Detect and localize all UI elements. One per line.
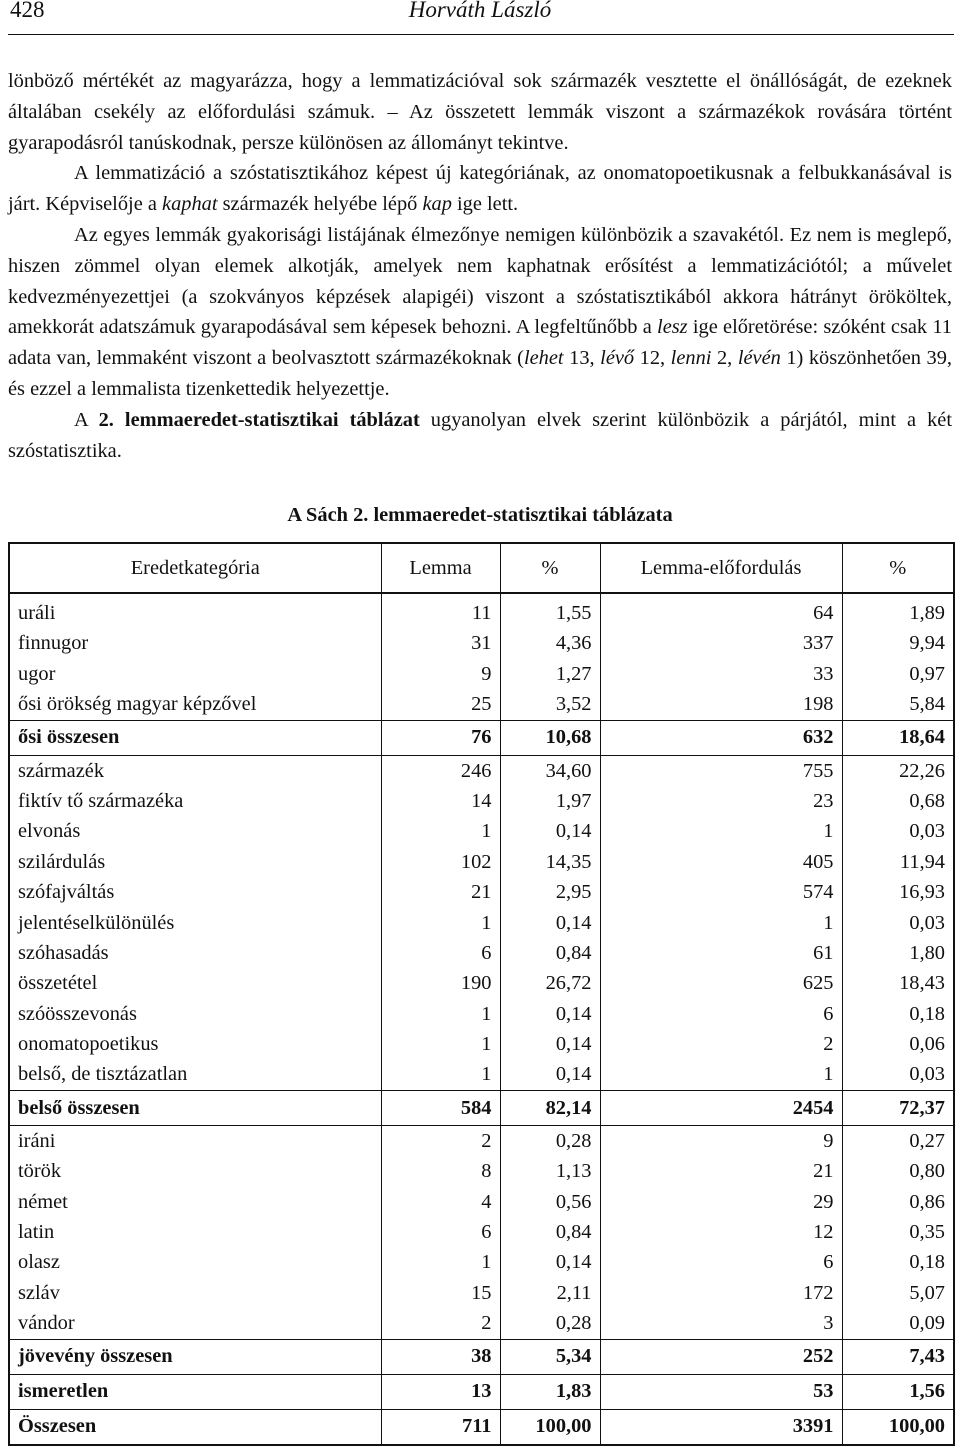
table-cell: 82,14 (500, 1090, 600, 1125)
table-cell: 4,36 (500, 628, 600, 658)
table-cell: 18,43 (842, 968, 954, 998)
paragraph-3 (8, 220, 952, 405)
table-cell: 0,86 (842, 1187, 954, 1217)
table-cell: 1,89 (842, 593, 954, 628)
table-cell: 13 (381, 1374, 500, 1409)
paragraph-4 (8, 405, 952, 467)
table-cell: 64 (600, 593, 842, 628)
table-cell: 34,60 (500, 755, 600, 786)
table-cell: 6 (600, 1247, 842, 1277)
table-cell: jövevény összesen (9, 1339, 381, 1374)
table-cell: 1 (600, 908, 842, 938)
table-cell: 0,35 (842, 1217, 954, 1247)
table-cell: 0,06 (842, 1029, 954, 1059)
table-row (9, 1187, 954, 1217)
table-cell: 0,14 (500, 1029, 600, 1059)
paragraph-3-italic-1: lesz (657, 316, 688, 339)
paragraph-2-text-c: ige lett. (451, 193, 519, 216)
table-cell: ősi örökség magyar képzővel (18, 693, 257, 716)
paragraph-2-text: A lemmatizáció a szóstatisztikához képest új kategóriának, az onomatopoetikusnak a felbukkanásával is járt. Képviselője a (8, 162, 952, 216)
table-cell: 38 (381, 1339, 500, 1374)
table-cell: 1 (381, 999, 500, 1029)
paragraph-2-italic-1: kaphat (162, 193, 218, 216)
table-cell: 711 (381, 1409, 500, 1445)
table-cell: szóösszevonás (18, 1002, 137, 1025)
table-cell: fiktív tő származéka (18, 789, 184, 812)
table-cell: német (18, 1190, 68, 1213)
table-cell: 1 (381, 1247, 500, 1277)
paragraph-4-text: A (74, 408, 99, 431)
table-cell: 5,84 (842, 689, 954, 720)
table-cell: 0,14 (500, 908, 600, 938)
header-cell: Eredetkategória (9, 543, 381, 593)
table-cell: 1 (381, 908, 500, 938)
table-cell: 11 (381, 593, 500, 628)
header-cell: Lemma (381, 543, 500, 593)
paragraph-2-italic-2: kap (422, 193, 452, 216)
table-cell: latin (18, 1221, 55, 1244)
table-cell: török (18, 1160, 62, 1183)
table-cell: 198 (600, 689, 842, 720)
table-cell: 1,13 (500, 1156, 600, 1186)
paragraph-3-text-d: 12, (634, 347, 671, 370)
table-cell: 2 (381, 1308, 500, 1339)
paragraph-3-text: Az egyes lemmák gyakorisági listájának élmezőnye nemigen különbözik a szavakétól. Ez nem is meglepő, hiszen zömmel olyan elemek alkotják, amelyek nem kaphatnak erősítést a lemmatizációtól; a művelet kedvezményezettjei (a szokványos képzések alapigéi) viszont a szóstatisztikából akkora hátrányt örököltek, amekkorát adatszámuk gyarapodásával sem képesek behozni. A legfeltűnőbb a (8, 223, 952, 339)
table-cell: szilárdulás (18, 850, 106, 873)
table-cell: 9 (600, 1125, 842, 1156)
table-cell: 405 (600, 847, 842, 877)
table-cell: 53 (600, 1374, 842, 1409)
table-cell: 0,84 (500, 1217, 600, 1247)
paragraph-3-italic-5: lévén (737, 347, 781, 370)
data-table (8, 542, 955, 1446)
table-cell: 1,83 (500, 1374, 600, 1409)
table-cell: 6 (381, 1217, 500, 1247)
table-row (9, 1059, 954, 1090)
table-cell: 2 (381, 1125, 500, 1156)
table-cell: 246 (381, 755, 500, 786)
table-cell: 1,56 (842, 1374, 954, 1409)
table-cell: elvonás (18, 820, 81, 843)
table-cell: 0,14 (500, 999, 600, 1029)
table-cell: 172 (600, 1278, 842, 1308)
table-cell: 33 (600, 659, 842, 689)
paragraph-3-text-c: 13, (563, 347, 601, 370)
table-cell: ismeretlen (9, 1374, 381, 1409)
table-cell: 0,28 (500, 1125, 600, 1156)
table-cell: 3391 (600, 1409, 842, 1445)
table-cell: 1,27 (500, 659, 600, 689)
table-cell: 5,34 (500, 1339, 600, 1374)
header-cell: % (500, 543, 600, 593)
paragraph-3-italic-4: lenni (670, 347, 712, 370)
paragraph-4-bold: 2. lemmaeredet-statisztikai táblázat (98, 408, 420, 431)
table-cell: 0,28 (500, 1308, 600, 1339)
table-cell: szláv (18, 1281, 60, 1304)
table-cell: Összesen (9, 1409, 381, 1445)
table-cell: 2 (600, 1029, 842, 1059)
table-cell: belső összesen (9, 1090, 381, 1125)
table-row (9, 786, 954, 816)
table-cell: 0,03 (842, 1059, 954, 1090)
table-cell: 8 (381, 1156, 500, 1186)
table-cell: 0,56 (500, 1187, 600, 1217)
table-row (9, 938, 954, 968)
table-cell: 72,37 (842, 1090, 954, 1125)
table-cell: 5,07 (842, 1278, 954, 1308)
table-row (9, 659, 954, 689)
table-cell: 12 (600, 1217, 842, 1247)
table-cell: 1 (381, 1059, 500, 1090)
table-cell: 6 (600, 999, 842, 1029)
table-row (9, 1217, 954, 1247)
table-cell: 29 (600, 1187, 842, 1217)
table-cell: 1 (381, 816, 500, 846)
table-cell: 4 (381, 1187, 500, 1217)
paragraph-1: lönböző mértékét az magyarázza, hogy a lemmatizációval sok származék vesztette el önállóságát, de ezeknek általában csekély az előfordulási számuk. – Az összetett lemmák viszont a származékok rovására történt gyarapodásról tanúskodnak, persze különösen az állományt tekintve. (8, 70, 952, 154)
table-cell: 2,11 (500, 1278, 600, 1308)
table-cell: 61 (600, 938, 842, 968)
table-cell: 14,35 (500, 847, 600, 877)
table-cell: 10,68 (500, 720, 600, 755)
table-header-row (9, 543, 954, 593)
table-cell: 0,03 (842, 816, 954, 846)
table-cell: 6 (381, 938, 500, 968)
table-body (9, 593, 954, 1445)
table-cell: 100,00 (500, 1409, 600, 1445)
table-cell: 0,27 (842, 1125, 954, 1156)
paragraph-3-italic-2: lehet (523, 347, 564, 370)
table-cell: onomatopoetikus (18, 1033, 159, 1056)
paragraph-3-text-e: 2, (711, 347, 738, 370)
table-row (9, 755, 954, 786)
table-row (9, 1125, 954, 1156)
table-cell: 7,43 (842, 1339, 954, 1374)
running-head: Horváth László (408, 0, 552, 22)
table-cell: 584 (381, 1090, 500, 1125)
table-cell: uráli (18, 601, 56, 624)
paragraph-3-text-b: ige előretörése: szóként csak 11 adata van, lemmaként viszont a beolvasztott származékoknak ( (8, 316, 952, 370)
table-cell: 0,80 (842, 1156, 954, 1186)
table-cell: 3,52 (500, 689, 600, 720)
paragraph-3-italic-3: lévő (600, 347, 635, 370)
table-cell: 574 (600, 877, 842, 907)
table-row (9, 908, 954, 938)
table-cell: 632 (600, 720, 842, 755)
table-cell: iráni (18, 1129, 56, 1152)
table-cell: 16,93 (842, 877, 954, 907)
paragraph-3-text-f: 1) köszönhetően 39, és ezzel a lemmalista tizenkettedik helyezettje. (8, 347, 952, 400)
table-cell: olasz (18, 1251, 60, 1274)
paragraph-4-text-b: ugyanolyan elvek szerint különbözik a párjától, mint a két szóstatisztika. (8, 408, 952, 462)
table-row (9, 628, 954, 658)
table-cell: 11,94 (842, 847, 954, 877)
table-row (9, 999, 954, 1029)
table-cell: 23 (600, 786, 842, 816)
table-cell: 0,18 (842, 999, 954, 1029)
table-title: A Sách 2. lemmaeredet-statisztikai táblázata (287, 504, 673, 526)
table-cell: 0,03 (842, 908, 954, 938)
table-cell: származék (18, 759, 105, 782)
table-row (9, 847, 954, 877)
table-row (9, 877, 954, 907)
table-row (9, 1409, 954, 1445)
table-cell: 1,80 (842, 938, 954, 968)
header-cell: % (842, 543, 954, 593)
table-cell: 337 (600, 628, 842, 658)
table-row (9, 1278, 954, 1308)
page-number: 428 (10, 0, 45, 22)
table-row (9, 968, 954, 998)
page-header (8, 0, 952, 32)
table-row (9, 1156, 954, 1186)
table-cell: 1 (600, 816, 842, 846)
table-cell: 0,84 (500, 938, 600, 968)
table-cell: 755 (600, 755, 842, 786)
header-cell: Lemma-előfordulás (600, 543, 842, 593)
table-cell: 1,97 (500, 786, 600, 816)
table-row (9, 1029, 954, 1059)
table-cell: 0,14 (500, 1059, 600, 1090)
table-row (9, 1374, 954, 1409)
table-row (9, 593, 954, 628)
table-cell: 18,64 (842, 720, 954, 755)
table-row (9, 816, 954, 846)
table-row (9, 1308, 954, 1339)
paragraph-2-text-b: származék helyébe lépő (217, 193, 423, 216)
table-cell: 21 (381, 877, 500, 907)
table-cell: vándor (18, 1312, 75, 1335)
table-cell: 14 (381, 786, 500, 816)
table-cell: ősi összesen (9, 720, 381, 755)
table-cell: 625 (600, 968, 842, 998)
table-cell: 15 (381, 1278, 500, 1308)
table-cell: 1 (381, 1029, 500, 1059)
table-cell: 2,95 (500, 877, 600, 907)
table-cell: szófajváltás (18, 881, 115, 904)
table-cell: 9,94 (842, 628, 954, 658)
table-cell: belső, de tisztázatlan (18, 1063, 188, 1086)
table-cell: 22,26 (842, 755, 954, 786)
table-cell: 0,09 (842, 1308, 954, 1339)
table-cell: 31 (381, 628, 500, 658)
table-cell: ugor (18, 662, 56, 685)
table-cell: 0,14 (500, 816, 600, 846)
table-cell: 26,72 (500, 968, 600, 998)
table-row (9, 1247, 954, 1277)
table-cell: 0,18 (842, 1247, 954, 1277)
table-cell: 1,55 (500, 593, 600, 628)
body-text (8, 66, 952, 466)
table-cell: 100,00 (842, 1409, 954, 1445)
table-cell: 1 (600, 1059, 842, 1090)
table-cell: 2454 (600, 1090, 842, 1125)
table-cell: 190 (381, 968, 500, 998)
table-cell: 76 (381, 720, 500, 755)
table-cell: 0,14 (500, 1247, 600, 1277)
table-cell: 3 (600, 1308, 842, 1339)
table-row (9, 720, 954, 755)
table-cell: összetétel (18, 972, 98, 995)
table-cell: 252 (600, 1339, 842, 1374)
table-cell: 0,68 (842, 786, 954, 816)
table-cell: 21 (600, 1156, 842, 1186)
table-row (9, 689, 954, 720)
table-cell: szóhasadás (18, 941, 109, 964)
header-rule (8, 34, 954, 35)
table-cell: 25 (381, 689, 500, 720)
paragraph-2 (8, 158, 952, 220)
table-cell: finnugor (18, 632, 89, 655)
table-cell: 0,97 (842, 659, 954, 689)
table-cell: 9 (381, 659, 500, 689)
table-cell: jelentéselkülönülés (18, 911, 175, 934)
table-row (9, 1090, 954, 1125)
table-row (9, 1339, 954, 1374)
table-cell: 102 (381, 847, 500, 877)
